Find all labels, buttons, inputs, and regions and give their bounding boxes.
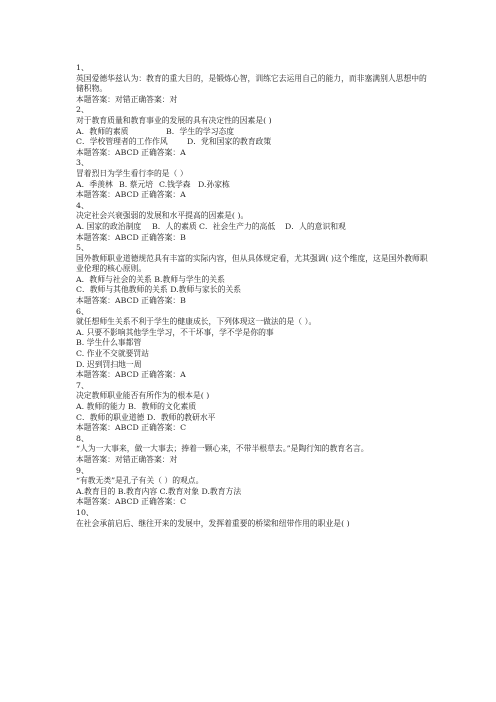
option-b: B．人的素质 xyxy=(152,221,197,231)
option-a: A．季羡林 xyxy=(76,179,113,189)
option-line: A. 只要不影响其他学生学习，不干坏事，学不学是你的事 xyxy=(76,327,274,337)
question-number: 7、 xyxy=(76,380,89,390)
option-line: C．教师与其他教师的关系 D.教师与家长的关系 xyxy=(76,285,242,295)
option-line: B. 学生什么事都管 xyxy=(76,338,142,348)
option-line: D. 迟到罚扫地一周 xyxy=(76,359,142,369)
option-row xyxy=(76,127,428,138)
answer-line: 本题答案：ABCD 正确答案：B xyxy=(76,232,186,242)
option-row xyxy=(76,180,428,191)
question-number: 3、 xyxy=(76,158,89,168)
question-number: 4、 xyxy=(76,200,89,210)
question-number: 9、 xyxy=(76,465,89,475)
question-text: 国外教师职业道德规范具有丰富的实际内容，但从具体规定看，尤其强调( )这个维度，这是国外教师职业伦理的核心原则。 xyxy=(76,253,428,274)
question-text: 在社会承前启后、继往开来的发展中，发挥着重要的桥梁和纽带作用的职业是( ) xyxy=(76,518,350,528)
option-line: A．教师与社会的关系 B.教师与学生的关系 xyxy=(76,274,225,284)
question-number: 6、 xyxy=(76,306,89,316)
question-text: 决定社会兴衰强弱的发展和水平提高的因素是( )。 xyxy=(76,211,249,221)
question-number: 5、 xyxy=(76,243,89,253)
answer-line: 本题答案：ABCD 正确答案：A xyxy=(76,190,186,200)
question-number: 1、 xyxy=(76,63,89,72)
option-line: C. 作业不交就要罚站 xyxy=(76,349,150,359)
answer-line: 本题答案：对错正确答案：对 xyxy=(76,454,178,464)
option-d: D．人的意识和观 xyxy=(285,221,346,231)
option-line: A. 教师的能力 B．教师的文化素质 xyxy=(76,402,197,411)
option-b: B. 蔡元培 xyxy=(119,179,154,189)
question-text: 对于教育质量和教育事业的发展的具有决定性的因素是( ) xyxy=(76,115,272,125)
question-text: 就任想师生关系不利于学生的健康成长，下列体现这一做法的是（ ）。 xyxy=(76,317,317,327)
question-number: 8、 xyxy=(76,433,89,443)
option-d: D．党和国家的教育政策 xyxy=(187,137,272,147)
document-page xyxy=(76,63,428,529)
option-c: C．学校管理者的工作作风 xyxy=(76,137,168,147)
option-line: A.教育目的 B.教育内容 C.教育对象 D.教育方法 xyxy=(76,486,242,496)
option-a: A．教师的素质 xyxy=(76,126,129,136)
option-a: A. 国家的政治制度 xyxy=(76,221,142,231)
answer-line: 本题答案：ABCD 正确答案：C xyxy=(76,497,187,507)
answer-line: 本题答案：ABCD 正确答案：C xyxy=(76,423,187,433)
question-text: 英国爱德华兹认为：教育的重大目的，是锻炼心智，训练它去运用自己的能力，而非塞满别人思想中的储积物。 xyxy=(76,73,427,94)
answer-line: 本题答案：ABCD 正确答案：A xyxy=(76,370,186,380)
option-b: B．学生的学习态度 xyxy=(166,126,235,136)
question-text: 决定教师职业能否有所作为的根本是( ) xyxy=(76,391,210,401)
option-row xyxy=(76,137,428,148)
answer-line: 本题答案：对错正确答案：对 xyxy=(76,94,178,104)
question-text: “有教无类”是孔子有关（ ）的观点。 xyxy=(76,476,204,486)
option-row xyxy=(76,222,428,233)
option-c: C．社会生产力的高低 xyxy=(199,221,276,231)
question-text: “人为一大事来，做一大事去；捧着一颗心来，不带半根草去。”是陶行知的教育名言。 xyxy=(76,444,369,454)
option-d: D.孙家栋 xyxy=(198,179,230,189)
answer-line: 本题答案：ABCD 正确答案：B xyxy=(76,296,186,306)
question-number: 10、 xyxy=(76,507,94,517)
option-c: C.钱学森 xyxy=(159,179,191,189)
question-number: 2、 xyxy=(76,105,89,115)
option-line: C．教师的职业道德 D．教师的教研水平 xyxy=(76,412,216,422)
answer-line: 本题答案：ABCD 正确答案：A xyxy=(76,147,186,157)
question-text: 冒着烈日为学生看行李的是（ ） xyxy=(76,168,188,178)
